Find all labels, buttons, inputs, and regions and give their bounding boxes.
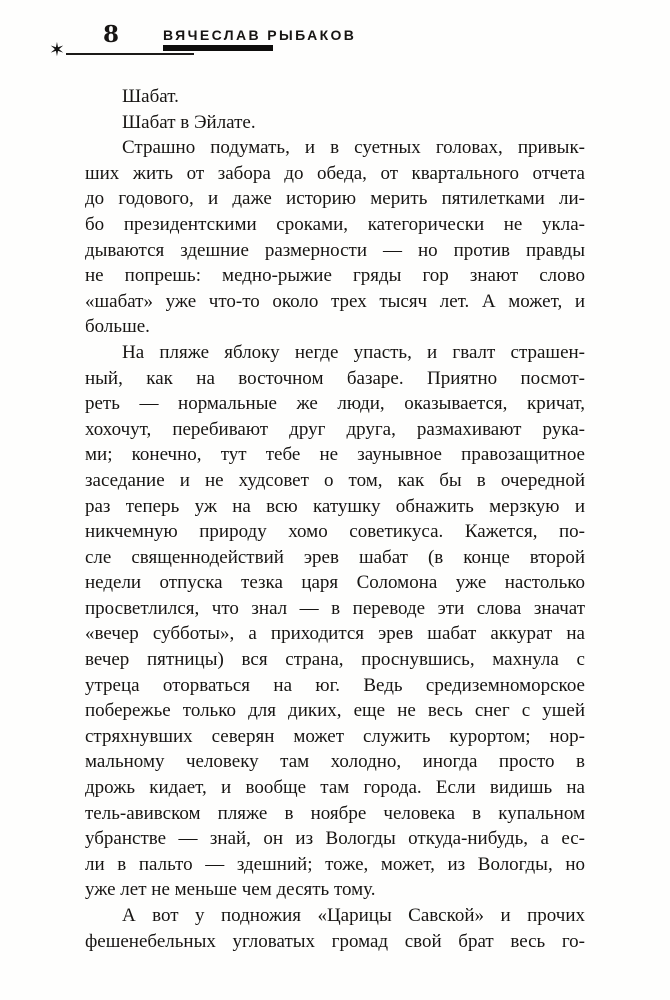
text-line: сле священнодействий эрев шабат (в конце второй <box>85 546 585 568</box>
text-line: раз теперь уж на всю катушку обнажить мерзкую и <box>85 495 585 517</box>
text-line: вечер пятницы) вся страна, проснувшись, махнула с <box>85 649 585 671</box>
text-line: утреца оторваться на юг. Ведь средиземноморское <box>85 674 585 696</box>
star-ornament-icon: ✶ <box>49 39 65 61</box>
text-line: не попрешь: медно-рыжие гряды гор знают слово <box>85 265 585 287</box>
text-line: уже лет не меньше чем десять тому. <box>85 879 376 901</box>
text-line: А вот у подножия «Царицы Савской» и прочих <box>122 905 585 926</box>
text-line: до годового, и даже историю мерить пятилетками ли- <box>85 188 585 210</box>
text-line: Страшно подумать, и в суетных головах, привык- <box>122 137 585 159</box>
text-line: ный, как на восточном базаре. Приятно посмот- <box>85 367 585 389</box>
text-line: побережье только для диких, еще не весь снег с ушей <box>85 700 585 722</box>
text-line: тель-авивском пляже в ноябре человека в купальном <box>85 802 585 824</box>
text-line: дрожь кидает, и вообще там города. Если видишь на <box>85 777 585 799</box>
text-line: Шабат в Эйлате. <box>122 111 256 133</box>
text-line: никчемную природу хомо советикуса. Кажется, по- <box>85 521 585 543</box>
text-line: мальному человеку там холодно, иногда просто в <box>85 751 585 773</box>
text-line: фешенебельных угловатых громад свой брат весь го- <box>85 930 585 952</box>
text-line: Шабат. <box>122 86 179 107</box>
header-rule-thick <box>163 45 273 51</box>
text-line: реть — нормальные же люди, оказывается, кричат, <box>85 393 585 415</box>
body-text <box>85 84 585 954</box>
text-line: На пляже яблоку негде упасть, и гвалт страшен- <box>122 341 585 363</box>
text-line: убранстве — знай, он из Вологды откуда-нибудь, а ес- <box>85 828 585 850</box>
text-line: недели отпуска тезка царя Соломона уже настолько <box>85 572 585 594</box>
text-line: больше. <box>85 316 150 338</box>
header-rule-thin <box>66 53 194 55</box>
running-header-author: ВЯЧЕСЛАВ РЫБАКОВ <box>163 27 357 43</box>
text-line: ли в пальто — здешний; тоже, может, из Вологды, но <box>85 853 585 875</box>
text-line: дываются здешние размерности — но против правды <box>85 239 585 261</box>
text-line: «шабат» уже что-то около трех тысяч лет. А может, и <box>85 290 585 312</box>
text-line: ших жить от забора до обеда, от квартального отчета <box>85 162 585 184</box>
text-line: просветлился, что знал — в переводе эти слова значат <box>85 597 585 619</box>
text-line: ми; конечно, тут тебе не заунывное правозащитное <box>85 444 585 466</box>
text-line: бо президентскими сроками, категорически не укла- <box>85 213 585 235</box>
page-number: 8 <box>103 21 120 48</box>
text-line: «вечер субботы», а приходится эрев шабат аккурат на <box>85 623 585 645</box>
text-line: стряхнувших северян может служить курортом; нор- <box>85 725 585 747</box>
text-line: хохочут, перебивают друг друга, размахивают рука- <box>85 418 585 440</box>
text-line: заседание и не худсовет о том, как бы в очередной <box>85 469 585 491</box>
